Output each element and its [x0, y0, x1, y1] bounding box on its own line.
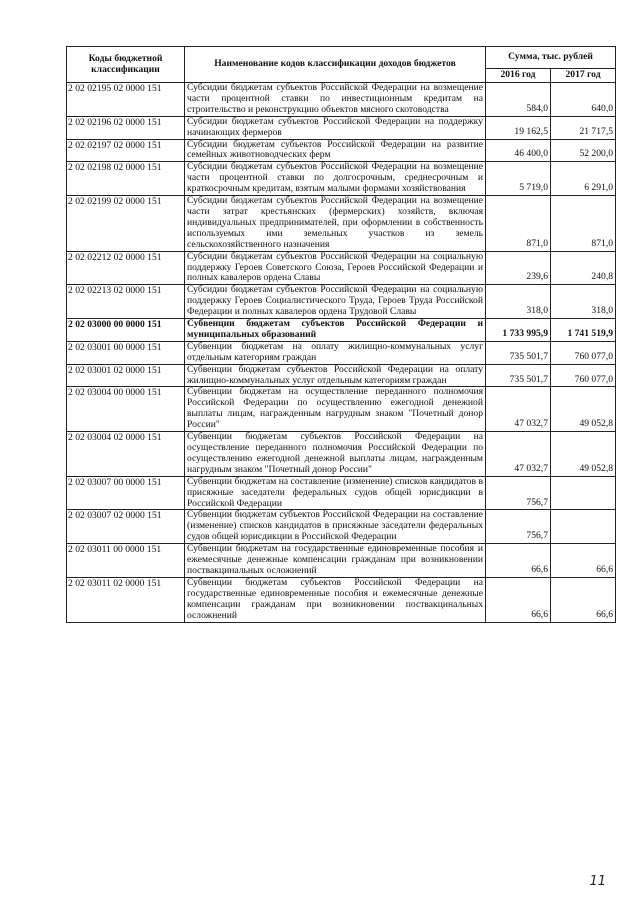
row-name: Субвенции бюджетам на оплату жилищно-коммунальных услуг отдельным категориям граждан [185, 341, 486, 364]
row-value-2016: 46 400,0 [486, 139, 551, 162]
row-value-2017: 760 077,0 [551, 364, 616, 387]
table-row [67, 139, 616, 162]
table-row [67, 387, 616, 432]
table-row [67, 364, 616, 387]
row-name: Субсидии бюджетам субъектов Российской Федерации на возмещение части процентной ставки по инвестиционным кредитам на строительство и реконструкцию объектов мясного скотоводства [185, 83, 486, 117]
row-code: 2 02 02213 02 0000 151 [67, 285, 185, 319]
row-value-2017 [551, 476, 616, 510]
table-body [67, 83, 616, 623]
row-name: Субвенции бюджетам субъектов Российской Федерации на государственные единовременные пособия и ежемесячные денежные компенсации гражданам при возникновении поствакцинальных осложнений [185, 577, 486, 622]
row-value-2016: 47 032,7 [486, 387, 551, 432]
row-code: 2 02 02197 02 0000 151 [67, 139, 185, 162]
row-name: Субсидии бюджетам субъектов Российской Федерации на социальную поддержку Героев Советского Союза, Героев Российской Федерации и полных кавалеров ордена Славы [185, 251, 486, 285]
row-name: Субсидии бюджетам субъектов Российской Федерации на возмещение части затрат крестьянских (фермерских) хозяйств, включая индивидуальных предпринимателей, при оформлении в собственность используемых ими земельных участков из земель сельскохозяйственного назначения [185, 196, 486, 252]
table-row [67, 319, 616, 342]
row-value-2016: 19 162,5 [486, 116, 551, 139]
row-value-2017: 640,0 [551, 83, 616, 117]
row-value-2017: 49 052,8 [551, 387, 616, 432]
header-code: Коды бюджетной классификации [67, 47, 185, 83]
row-value-2016: 5 719,0 [486, 162, 551, 196]
row-value-2017 [551, 510, 616, 544]
row-code: 2 02 03007 02 0000 151 [67, 510, 185, 544]
row-value-2016: 47 032,7 [486, 432, 551, 477]
page-number: 11 [589, 874, 606, 889]
row-name: Субсидии бюджетам субъектов Российской Федерации на поддержку начинающих фермеров [185, 116, 486, 139]
table-row [67, 510, 616, 544]
row-code: 2 02 03004 02 0000 151 [67, 432, 185, 477]
table-row [67, 162, 616, 196]
row-code: 2 02 02199 02 0000 151 [67, 196, 185, 252]
row-name: Субвенции бюджетам субъектов Российской Федерации и муниципальных образований [185, 319, 486, 342]
row-value-2017: 240,8 [551, 251, 616, 285]
row-code: 2 02 02196 02 0000 151 [67, 116, 185, 139]
header-sum: Сумма, тыс. рублей [486, 47, 616, 69]
row-name: Субвенции бюджетам на осуществление переданного полномочия Российской Федерации по осуществлению ежегодной денежной выплаты лицам, награжденным нагрудным знаком "Почетный донор России" [185, 387, 486, 432]
row-name: Субсидии бюджетам субъектов Российской Федерации на социальную поддержку Героев Социалистического Труда, Героев Труда Российской Федерации и полных кавалеров ордена Трудовой Славы [185, 285, 486, 319]
row-code: 2 02 03011 00 0000 151 [67, 544, 185, 578]
row-value-2016: 756,7 [486, 510, 551, 544]
row-value-2017: 66,6 [551, 544, 616, 578]
row-name: Субсидии бюджетам субъектов Российской Федерации на возмещение части процентной ставки по долгосрочным, среднесрочным и краткосрочным кредитам, взятым малыми формами хозяйствования [185, 162, 486, 196]
table-row [67, 83, 616, 117]
row-name: Субсидии бюджетам субъектов Российской Федерации на развитие семейных животноводческих ферм [185, 139, 486, 162]
row-value-2017: 1 741 519,9 [551, 319, 616, 342]
row-value-2017: 871,0 [551, 196, 616, 252]
table-row [67, 544, 616, 578]
row-value-2016: 735 501,7 [486, 364, 551, 387]
row-name: Субвенции бюджетам на государственные единовременные пособия и ежемесячные денежные компенсации гражданам при возникновении поствакцинальных осложнений [185, 544, 486, 578]
table-row [67, 196, 616, 252]
row-code: 2 02 03001 02 0000 151 [67, 364, 185, 387]
row-name: Субвенции бюджетам субъектов Российской Федерации на оплату жилищно-коммунальных услуг отдельным категориям граждан [185, 364, 486, 387]
row-value-2016: 66,6 [486, 544, 551, 578]
row-code: 2 02 03004 00 0000 151 [67, 387, 185, 432]
row-value-2016: 735 501,7 [486, 341, 551, 364]
row-value-2017: 6 291,0 [551, 162, 616, 196]
table-row [67, 285, 616, 319]
table-row [67, 577, 616, 622]
header-year-2017: 2017 год [551, 69, 616, 83]
row-code: 2 02 03001 00 0000 151 [67, 341, 185, 364]
header-name: Наименование кодов классификации доходов бюджетов [185, 47, 486, 83]
row-value-2017: 318,0 [551, 285, 616, 319]
table-header [67, 47, 616, 83]
row-name: Субвенции бюджетам субъектов Российской Федерации на составление (изменение) списков кандидатов в присяжные заседатели федеральных судов общей юрисдикции в Российской Федерации [185, 510, 486, 544]
table-row [67, 116, 616, 139]
row-value-2016: 1 733 995,9 [486, 319, 551, 342]
row-value-2017: 760 077,0 [551, 341, 616, 364]
table-row [67, 341, 616, 364]
row-name: Субвенции бюджетам субъектов Российской Федерации на осуществление переданного полномочия Российской Федерации по осуществлению ежегодной денежной выплаты лицам, награжденным нагрудным знаком "Почетный донор России" [185, 432, 486, 477]
budget-revenue-table [66, 46, 616, 623]
row-code: 2 02 03007 00 0000 151 [67, 476, 185, 510]
table-row [67, 251, 616, 285]
row-value-2017: 66,6 [551, 577, 616, 622]
row-code: 2 02 03011 02 0000 151 [67, 577, 185, 622]
row-code: 2 02 02212 02 0000 151 [67, 251, 185, 285]
row-value-2016: 871,0 [486, 196, 551, 252]
row-value-2016: 66,6 [486, 577, 551, 622]
row-value-2017: 21 717,5 [551, 116, 616, 139]
row-code: 2 02 03000 00 0000 151 [67, 319, 185, 342]
row-value-2016: 318,0 [486, 285, 551, 319]
row-value-2017: 52 200,0 [551, 139, 616, 162]
row-value-2016: 239,6 [486, 251, 551, 285]
row-value-2017: 49 052,8 [551, 432, 616, 477]
header-year-2016: 2016 год [486, 69, 551, 83]
row-code: 2 02 02195 02 0000 151 [67, 83, 185, 117]
row-code: 2 02 02198 02 0000 151 [67, 162, 185, 196]
row-value-2016: 584,0 [486, 83, 551, 117]
row-name: Субвенции бюджетам на составление (изменение) списков кандидатов в присяжные заседатели федеральных судов общей юрисдикции в Российской Федерации [185, 476, 486, 510]
table-row [67, 432, 616, 477]
table-row [67, 476, 616, 510]
row-value-2016: 756,7 [486, 476, 551, 510]
